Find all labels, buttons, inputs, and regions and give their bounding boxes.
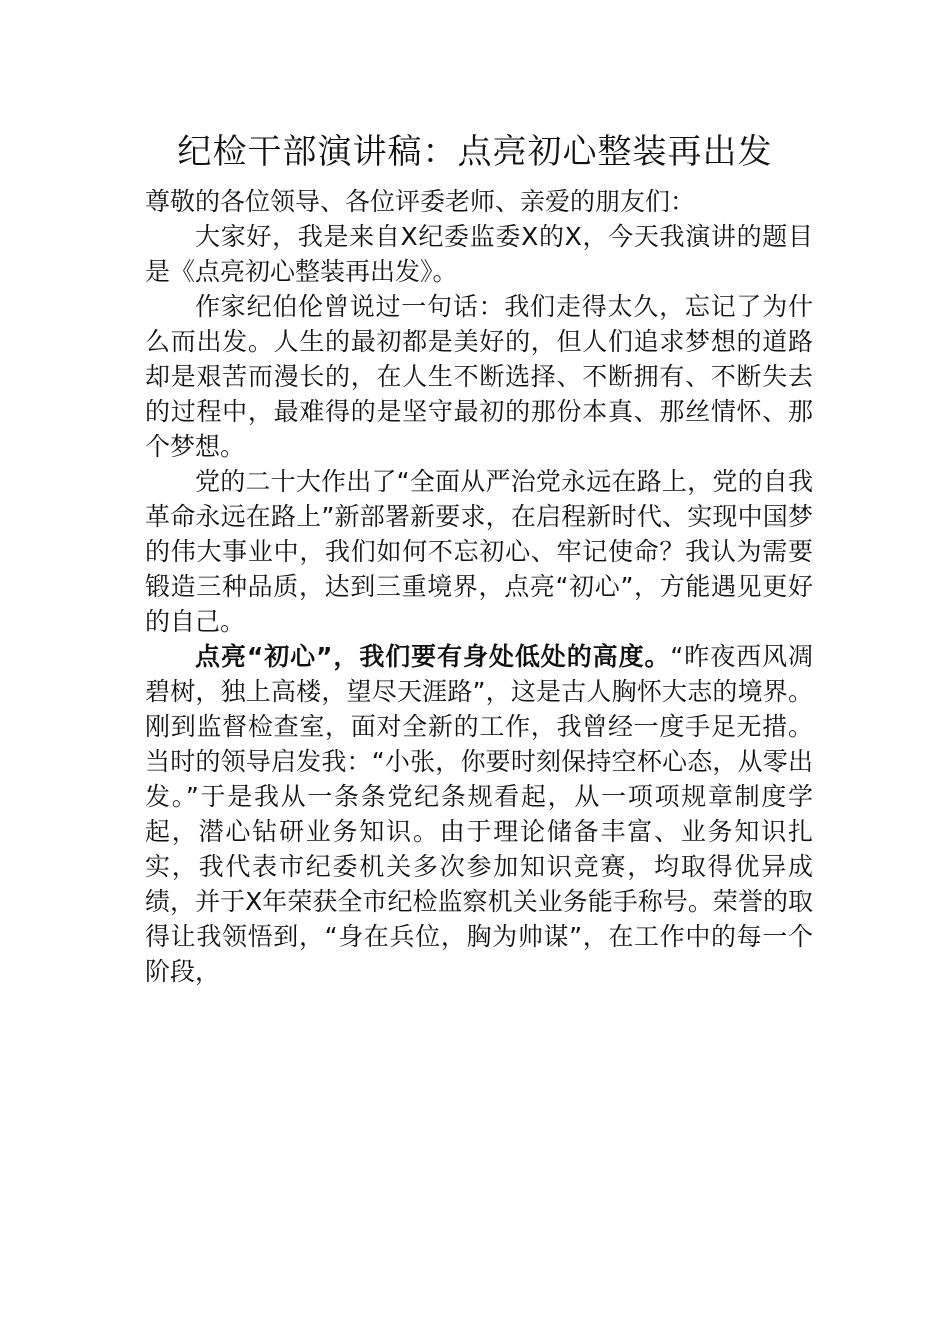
paragraph-greeting: 大家好，我是来自X纪委监委X的X，今天我演讲的题目是《点亮初心整装再出发》。 (145, 222, 813, 286)
paragraph-gibran-quote: 作家纪伯伦曾说过一句话：我们走得太久，忘记了为什么而出发。人生的最初都是美好的，但人们追求梦想的道路却是艰苦而漫长的，在人生不断选择、不断拥有、不断失去的过程中，最难得的是坚守最初的那份本真、那丝情怀、那个梦想。 (145, 292, 813, 461)
salutation: 尊敬的各位领导、各位评委老师、亲爱的朋友们： (145, 187, 696, 216)
document-title: 纪检干部演讲稿：点亮初心整装再出发 (177, 132, 773, 172)
document-body (145, 184, 813, 989)
section-1-heading: 点亮“初心”，我们要有身处低处的高度。 (195, 642, 671, 671)
section-1-text: “昨夜西风凋碧树，独上高楼，望尽天涯路”，这是古人胸怀大志的境界。刚到监督检查室，面对全新的工作，我曾经一度手足无措。当时的领导启发我：“小张，你要时刻保持空杯心态，从零出发。”于是我从一条条党纪条规看起，从一项项规章制度学起，潜心钻研业务知识。由于理论储备丰富、业务知识扎实，我代表市纪委机关多次参加知识竞赛，均取得优异成绩，并于X年荣获全市纪检监察机关业务能手称号。荣誉的取得让我领悟到，“身在兵位，胸为帅谋”，在工作中的每一个阶段， (145, 642, 813, 986)
paragraph-section-1 (145, 639, 813, 989)
paragraph-congress: 党的二十大作出了“全面从严治党永远在路上，党的自我革命永远在路上”新部署新要求，在启程新时代、实现中国梦的伟大事业中，我们如何不忘初心、牢记使命？我认为需要锻造三种品质，达到三重境界，点亮“初心”，方能遇见更好的自己。 (145, 467, 813, 636)
